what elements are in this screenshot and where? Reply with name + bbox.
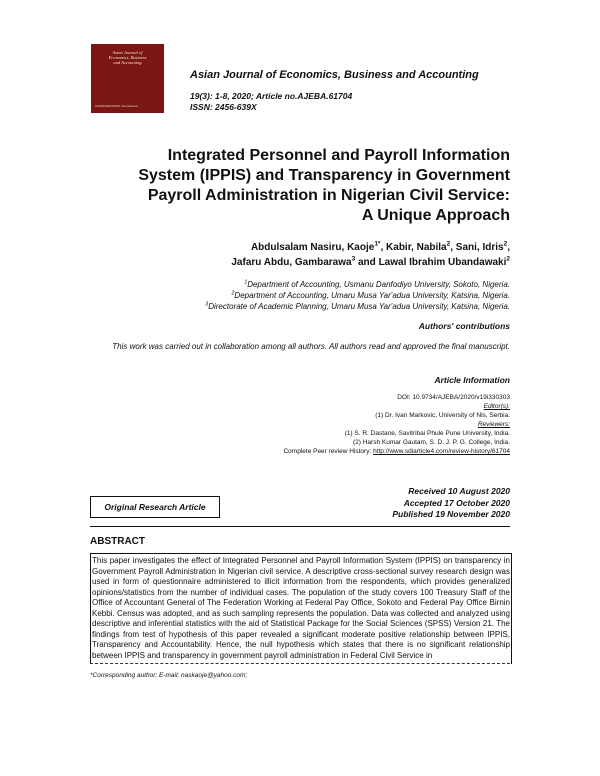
history-link[interactable]: http://www.sdiarticle4.com/review-history/61704 [373,448,510,455]
cover-title [95,50,160,65]
cover-publisher: SCIENCEDOMAIN international [95,104,138,108]
title-line: Integrated Personnel and Payroll Information [167,147,510,164]
title-line: Payroll Administration in Nigerian Civil Service: [147,187,510,204]
author-sup: 3 [351,255,356,263]
author-sup: 2 [506,255,510,263]
journal-name: Asian Journal of Economics, Business and Accounting [190,69,479,81]
article-dates [392,486,510,521]
reviewer: (2) Harsh Kumar Gautam, S. D. J. P. G. College, India. [352,439,510,446]
affiliation-text: Directorate of Academic Planning, Umaru Musa Yar'adua University, Katsina, Nigeria. [208,302,510,311]
cover-title-line: and Accounting [113,60,142,65]
affiliation-sup: 3 [205,301,209,308]
abstract-box [90,553,512,664]
journal-cover-image [91,44,164,113]
author-name: Abdulsalam Nasiru, Kaoje [250,242,375,253]
reviewer: (1) S. R. Dastane, Savitribai Phule Pune University, India. [344,430,510,437]
author-name: Lawal Ibrahim Ubandawaki [378,257,507,268]
affiliation-text: Department of Accounting, Umaru Musa Yar'adua University, Katsina, Nigeria. [234,291,510,300]
peer-review-history [180,447,510,456]
author-name: Kabir, Nabila [386,242,447,253]
affiliation-sup: 2 [231,290,235,297]
contributions-heading: Authors' contributions [418,321,510,331]
article-info-heading: Article Information [434,375,510,385]
corresponding-author-footnote: *Corresponding author: E-mail: naskaoje@yahoo.com; [90,672,248,679]
doi: DOI: 10.9734/AJEBA/2020/v19i330303 [397,394,510,401]
editor-label: Editor(s): [483,403,510,410]
abstract-text: This paper investigates the effect of Integrated Personnel and Payroll Information System (IPPIS) on transparency in Government Payroll Administration in Nigerian civil service. A descriptive cross-sectional survey research design was used in form of questionnaire administered to illicit information from the respondents, which provides generalized opinions/statistics from the number of individual cases. The population of the study covers 100 Treasury Staff of the Office of Accountant General of The Federation Working at Federal Pay Office, Sokoto and Federal Pay Office Birnin Kebbi. Census was adopted, and as such sampling represents the population. Data was collected and analyzed using descriptive and inferential statistics with the aid of Statistical Package for the Social Sciences (SPSS) Version 21. The findings from test of hypothesis of this paper revealed a significant moderate positive relationship between IPPIS, Transparency and Accountability. Hence, the null hypothesis which states that there is no significant relationship between IPPIS and transparency in government payroll administration in Federal Civil Service in [92,556,510,660]
reviewers-label: Reviewers: [477,421,510,428]
author-sup: 2 [503,240,508,248]
journal-volume-info: 19(3): 1-8, 2020; Article no.AJEBA.61704 [190,91,353,101]
date-published: Published 19 November 2020 [392,509,510,519]
affiliation [50,301,510,312]
history-label: Complete Peer review History: [283,448,372,455]
date-received: Received 10 August 2020 [408,486,510,496]
affiliation [50,279,510,290]
author-sup: 2 [446,240,451,248]
author-name: Jafaru Abdu, Gambarawa [231,257,352,268]
article-info [180,393,510,456]
date-accepted: Accepted 17 October 2020 [403,497,510,508]
paper-title [70,146,510,226]
affiliations [50,279,510,312]
author-name: Sani, Idris [455,242,504,253]
affiliation-text: Department of Accounting, Usmanu Danfodiyo University, Sokoto, Nigeria. [247,280,510,289]
affiliation [50,290,510,301]
affiliation-sup: 1 [244,279,248,286]
cover-title-line: Economics, Business [108,55,147,60]
cover-title-line: Asian Journal of [112,50,143,55]
contributions-text: This work was carried out in collaboration among all authors. All authors read and approved the final manuscript. [112,342,510,351]
author-sup: 1* [374,240,381,248]
journal-issn: ISSN: 2456-639X [190,102,257,112]
abstract-heading: ABSTRACT [90,536,145,547]
editor: (1) Dr. Ivan Markovic, University of Nis, Serbia. [375,412,510,419]
article-type-box: Original Research Article [90,496,220,518]
title-line: System (IPPIS) and Transparency in Government [138,167,510,184]
author-list: Abdulsalam Nasiru, Kaoje$^{1*}$, Kabir, Nabila$^2$, Sani, Idris$^2$, Jafaru Abdu, Gambarawa$^3$ and Lawal Ibrahim Ubandawaki$^2$ [231,240,510,268]
divider [90,526,510,527]
footnote-divider [90,663,510,664]
title-line: A Unique Approach [361,207,510,224]
